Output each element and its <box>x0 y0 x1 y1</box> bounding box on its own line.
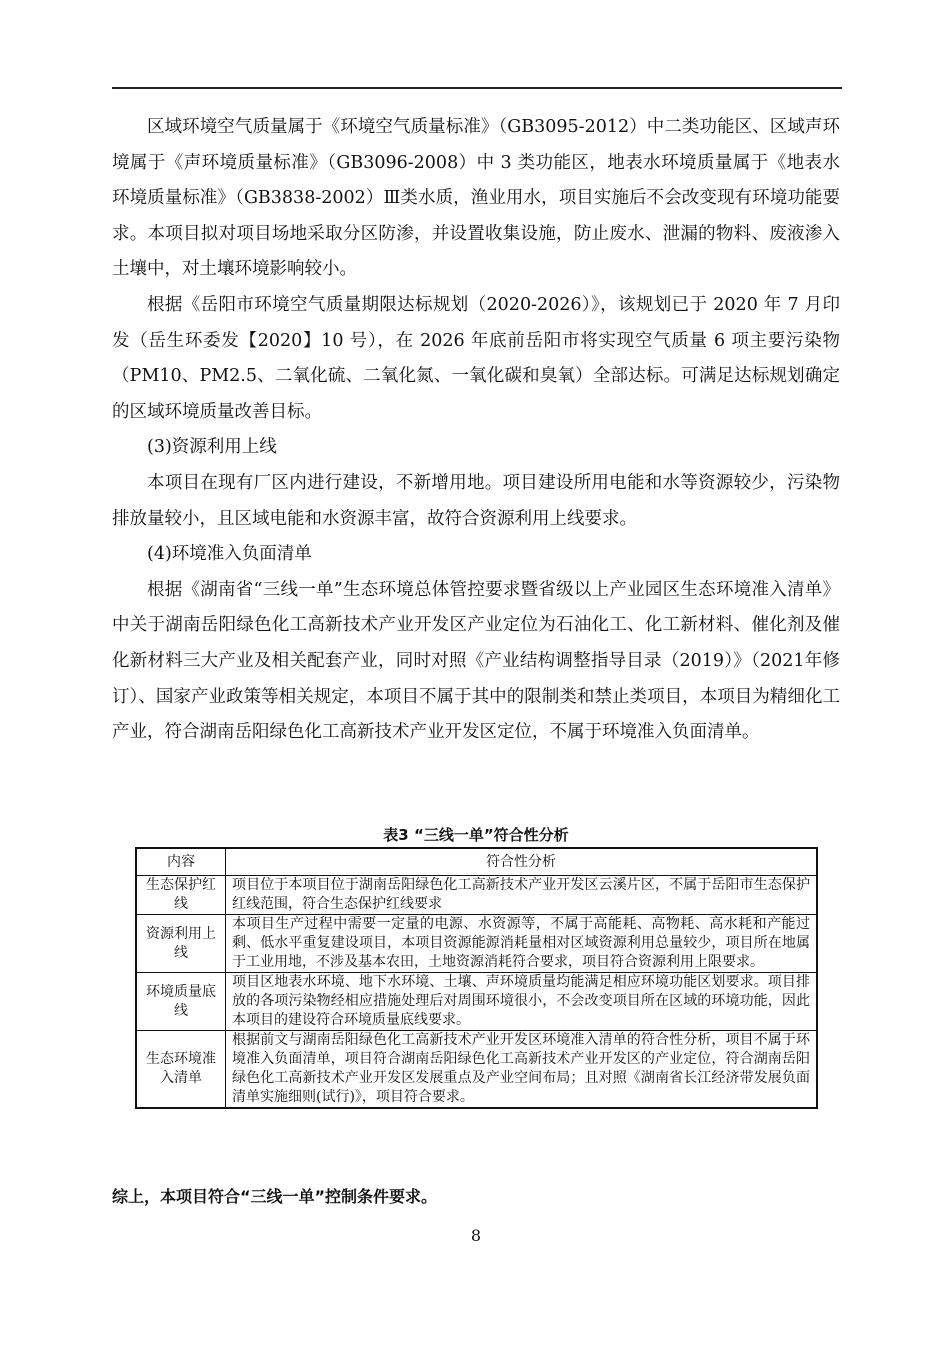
paragraph-air-quality-plan: 根据《岳阳市环境空气质量期限达标规划（2020-2026）》，该规划已于 2020 年 7 月印发（岳生环委发【2020】10 号），在 2026 年底前岳阳市将实现空气质量 6 项主要污染物（PM10、PM2.5、二氧化硫、二氧化氮、一氧化碳和臭氧）全部达标。可满足达标规划确定的区域环境质量改善目标。 <box>112 294 840 422</box>
body-text <box>112 110 840 751</box>
heading-negative-list: (4)环境准入负面清单 <box>147 544 312 565</box>
row-content: 项目区地表水环境、地下水环境、土壤、声环境质量均能满足相应环境功能区划要求。项目排放的各项污染物经相应措施处理后对周围环境很小，不会改变项目所在区域的环境功能，因此本项目的建设符合环境质量底线要求。 <box>226 973 818 1031</box>
row-label: 生态保护红线 <box>136 876 226 915</box>
row-label: 生态环境准入清单 <box>136 1031 226 1109</box>
table-title: 表3 “三线一单”符合性分析 <box>383 826 569 844</box>
row-content: 项目位于本项目位于湖南岳阳绿色化工高新技术产业开发区云溪片区，不属于岳阳市生态保护红线范围，符合生态保护红线要求 <box>226 876 818 915</box>
table-row <box>136 915 817 973</box>
table-row <box>136 876 817 915</box>
row-content: 根据前文与湖南岳阳绿色化工高新技术产业开发区环境准入清单的符合性分析，项目不属于环境准入负面清单，项目符合湖南岳阳绿色化工高新技术产业开发区的产业定位，符合湖南岳阳绿色化工高新技术产业开发区发展重点及产业空间布局；且对照《湖南省长江经济带发展负面清单实施细则(试行)》，项目符合要求。 <box>226 1031 818 1109</box>
header-rule <box>112 87 842 89</box>
table-header-row <box>136 848 817 876</box>
paragraph-environment-function: 区域环境空气质量属于《环境空气质量标准》（GB3095-2012）中二类功能区、区域声环境属于《声环境质量标准》（GB3096-2008）中 3 类功能区，地表水环境质量属于《地表水环境质量标准》（GB3838-2002）Ⅲ类水质，渔业用水，项目实施后不会改变现有环境功能要求。本项目拟对项目场地采取分区防渗，并设置收集设施，防止废水、泄漏的物料、废液渗入土壤中，对土壤环境影响较小。 <box>112 117 840 280</box>
row-label: 环境质量底线 <box>136 973 226 1031</box>
row-content: 本项目生产过程中需要一定量的电源、水资源等，不属于高能耗、高物耗、高水耗和产能过剩、低水平重复建设项目，本项目资源能源消耗量相对区域资源利用总量较少，项目所在地属于工业用地，不涉及基本农田，土地资源消耗符合要求，项目符合资源利用上限要求。 <box>226 915 818 973</box>
row-label: 资源利用上线 <box>136 915 226 973</box>
paragraph-negative-list: 根据《湖南省“三线一单”生态环境总体管控要求暨省级以上产业园区生态环境准入清单》中关于湖南岳阳绿色化工高新技术产业开发区产业定位为石油化工、化工新材料、催化剂及催化新材料三大产业及相关配套产业，同时对照《产业结构调整指导目录（2019）》（2021年修订）、国家产业政策等相关规定，本项目不属于其中的限制类和禁止类项目，本项目为精细化工产业，符合湖南岳阳绿色化工高新技术产业开发区定位，不属于环境准入负面清单。 <box>112 579 840 743</box>
paragraph-resource-limit: 本项目在现有厂区内进行建设，不新增用地。项目建设所用电能和水等资源较少，污染物排放量较小，且区域电能和水资源丰富，故符合资源利用上线要求。 <box>112 472 840 529</box>
table-row <box>136 1031 817 1109</box>
compliance-table <box>135 847 818 1109</box>
page-number: 8 <box>470 1226 482 1245</box>
table-row <box>136 973 817 1031</box>
header-compliance-analysis: 符合性分析 <box>226 848 818 876</box>
conclusion: 综上，本项目符合“三线一单”控制条件要求。 <box>112 1187 438 1206</box>
header-content-type: 内容 <box>136 848 226 876</box>
heading-resource-limit: (3)资源利用上线 <box>147 437 277 458</box>
